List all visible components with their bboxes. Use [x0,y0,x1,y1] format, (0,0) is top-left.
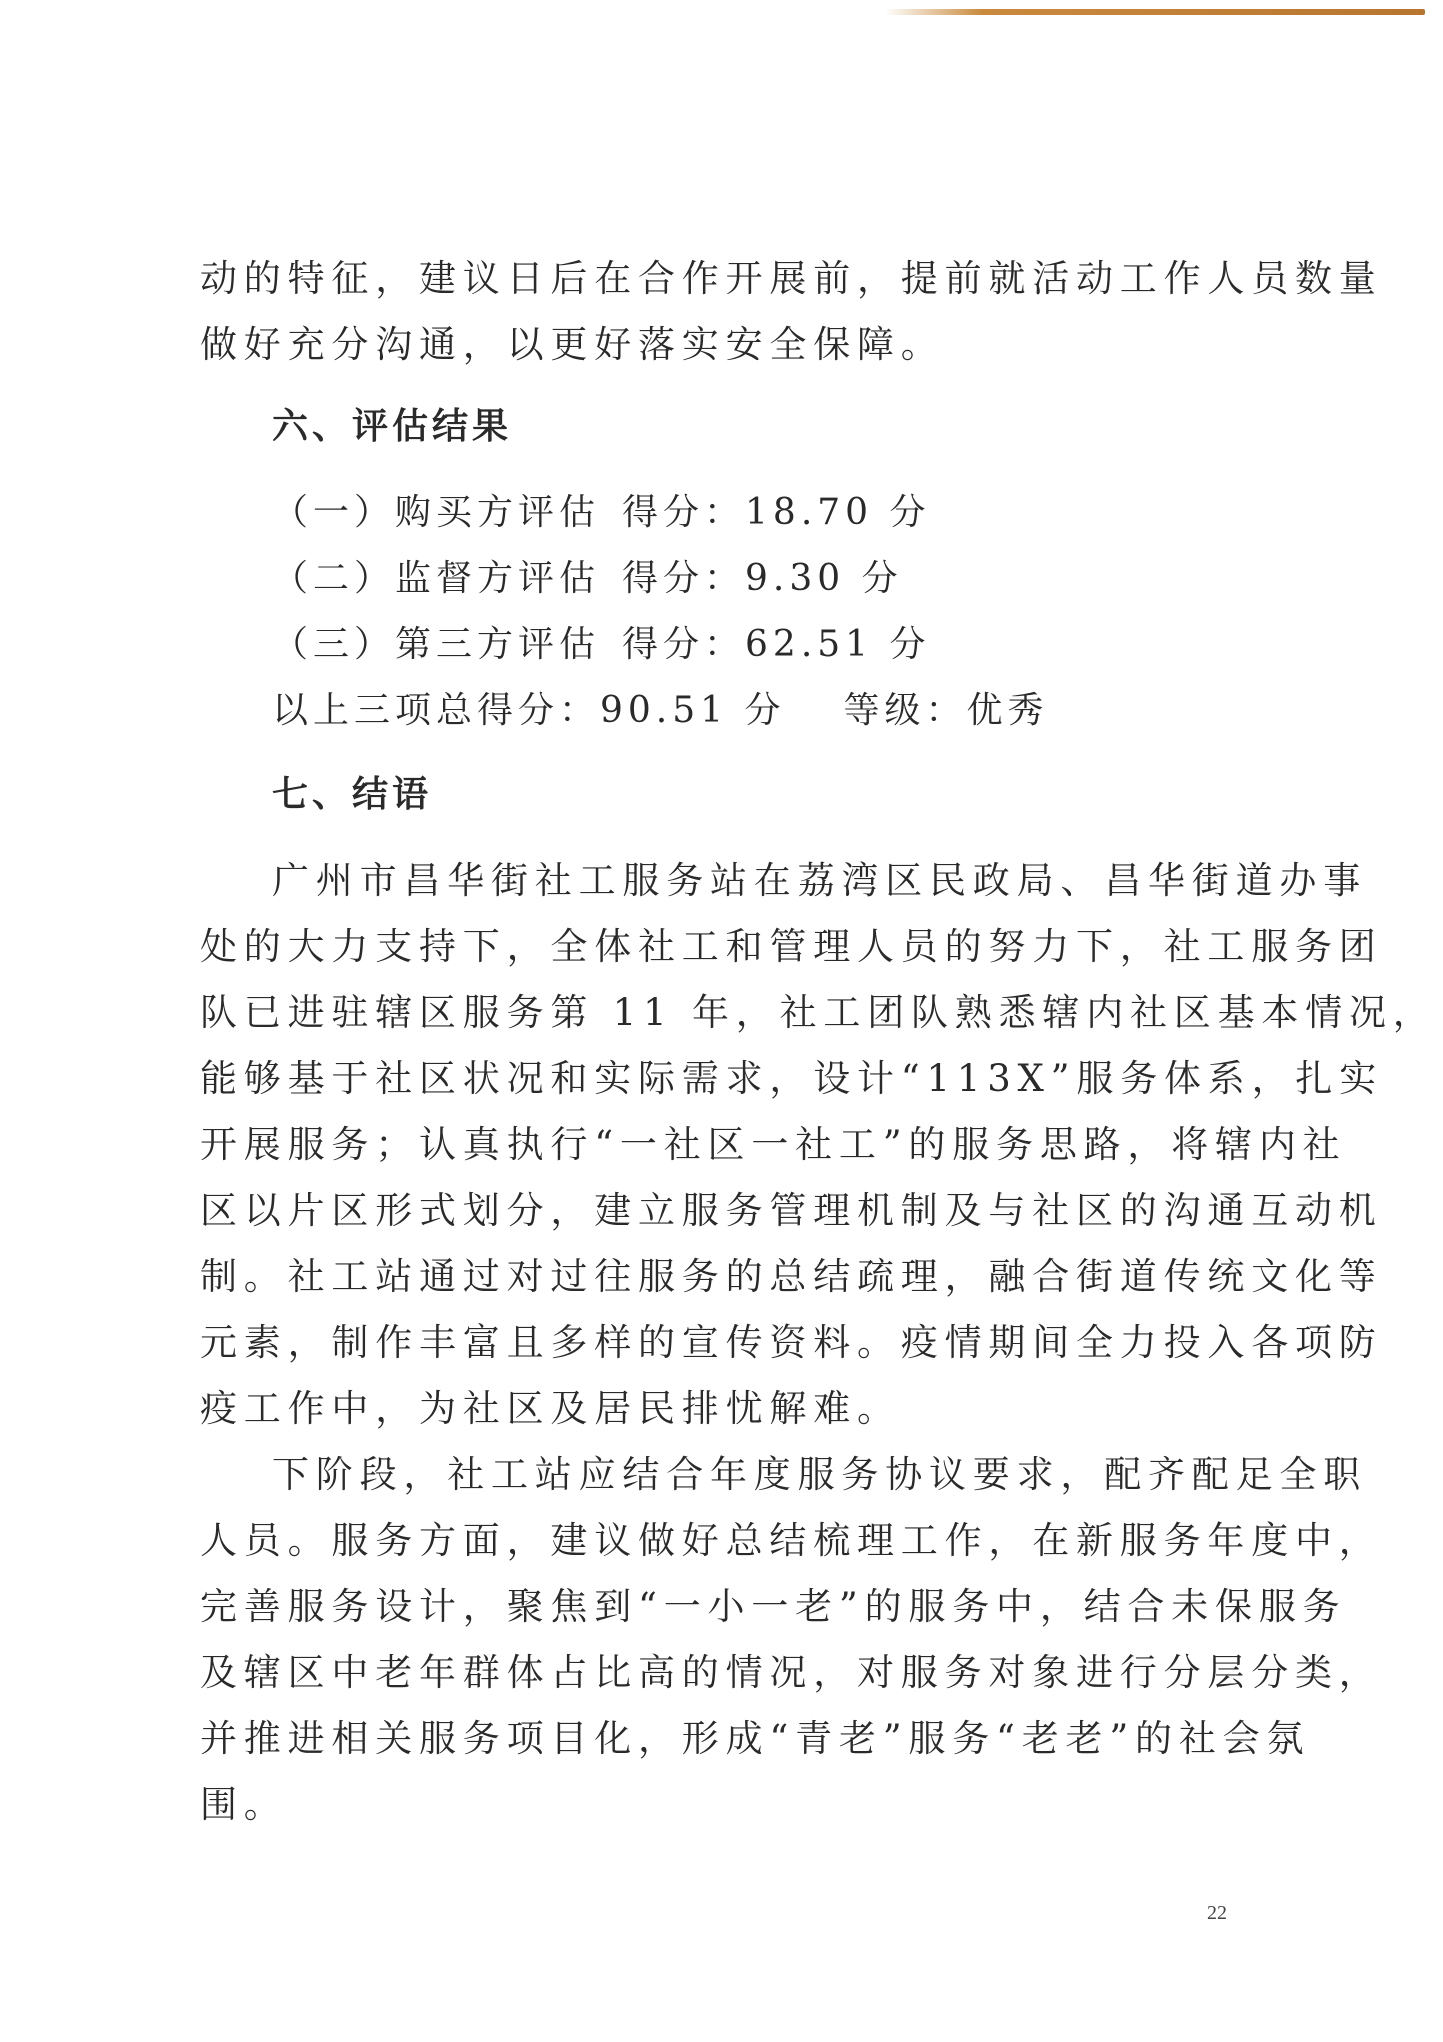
score-value: 得分：18.70 分 [622,492,931,533]
paragraph-line: 人员。服务方面，建议做好总结梳理工作，在新服务年度中， [200,1519,1383,1562]
score-value: 得分：9.30 分 [622,558,903,599]
paragraph-line: 制。社工站通过对过往服务的总结疏理，融合街道传统文化等 [200,1255,1383,1298]
paragraph-line: 队已进驻辖区服务第 11 年，社工团队熟悉辖内社区基本情况， [200,991,1437,1034]
score-row-third-party [272,616,931,667]
score-label: （一）购买方评估 [272,492,601,533]
paragraph-line: 区以片区形式划分，建立服务管理机制及与社区的沟通互动机 [200,1189,1383,1232]
page-number: 22 [1207,1902,1227,1924]
score-label: （二）监督方评估 [272,558,601,599]
total-score: 以上三项总得分：90.51 分 [272,690,786,731]
total-score-row [272,682,1049,733]
score-row-purchaser [272,484,931,535]
paragraph-line: 处的大力支持下，全体社工和管理人员的努力下，社工服务团 [200,925,1383,968]
score-row-supervisor [272,550,903,601]
grade: 等级：优秀 [843,690,1049,731]
score-label: （三）第三方评估 [272,624,601,665]
paragraph-line: 疫工作中，为社区及居民排忧解难。 [200,1387,901,1430]
paragraph-line: 开展服务；认真执行“一社区一社工”的服务思路，将辖内社 [200,1123,1347,1166]
intro-line: 做好充分沟通，以更好落实安全保障。 [200,323,945,366]
paragraph-line: 围。 [200,1783,288,1826]
paragraph-line: 元素，制作丰富且多样的宣传资料。疫情期间全力投入各项防 [200,1321,1383,1364]
paragraph-line: 广州市昌华街社工服务站在荔湾区民政局、昌华街道办事 [272,859,1367,902]
paragraph-line: 及辖区中老年群体占比高的情况，对服务对象进行分层分类， [200,1651,1383,1694]
intro-line: 动的特征，建议日后在合作开展前，提前就活动工作人员数量 [200,257,1383,300]
section-heading-evaluation-results: 六、评估结果 [272,406,513,447]
paragraph-line: 完善服务设计，聚焦到“一小一老”的服务中，结合未保服务 [200,1585,1347,1628]
paragraph-line: 下阶段，社工站应结合年度服务协议要求，配齐配足全职 [272,1453,1367,1496]
scan-edge-mark [885,9,1425,15]
section-heading-conclusion: 七、结语 [272,774,433,815]
score-value: 得分：62.51 分 [622,624,931,665]
paragraph-line: 并推进相关服务项目化，形成“青老”服务“老老”的社会氛 [200,1717,1311,1760]
paragraph-line: 能够基于社区状况和实际需求，设计“113X”服务体系，扎实 [200,1057,1383,1100]
